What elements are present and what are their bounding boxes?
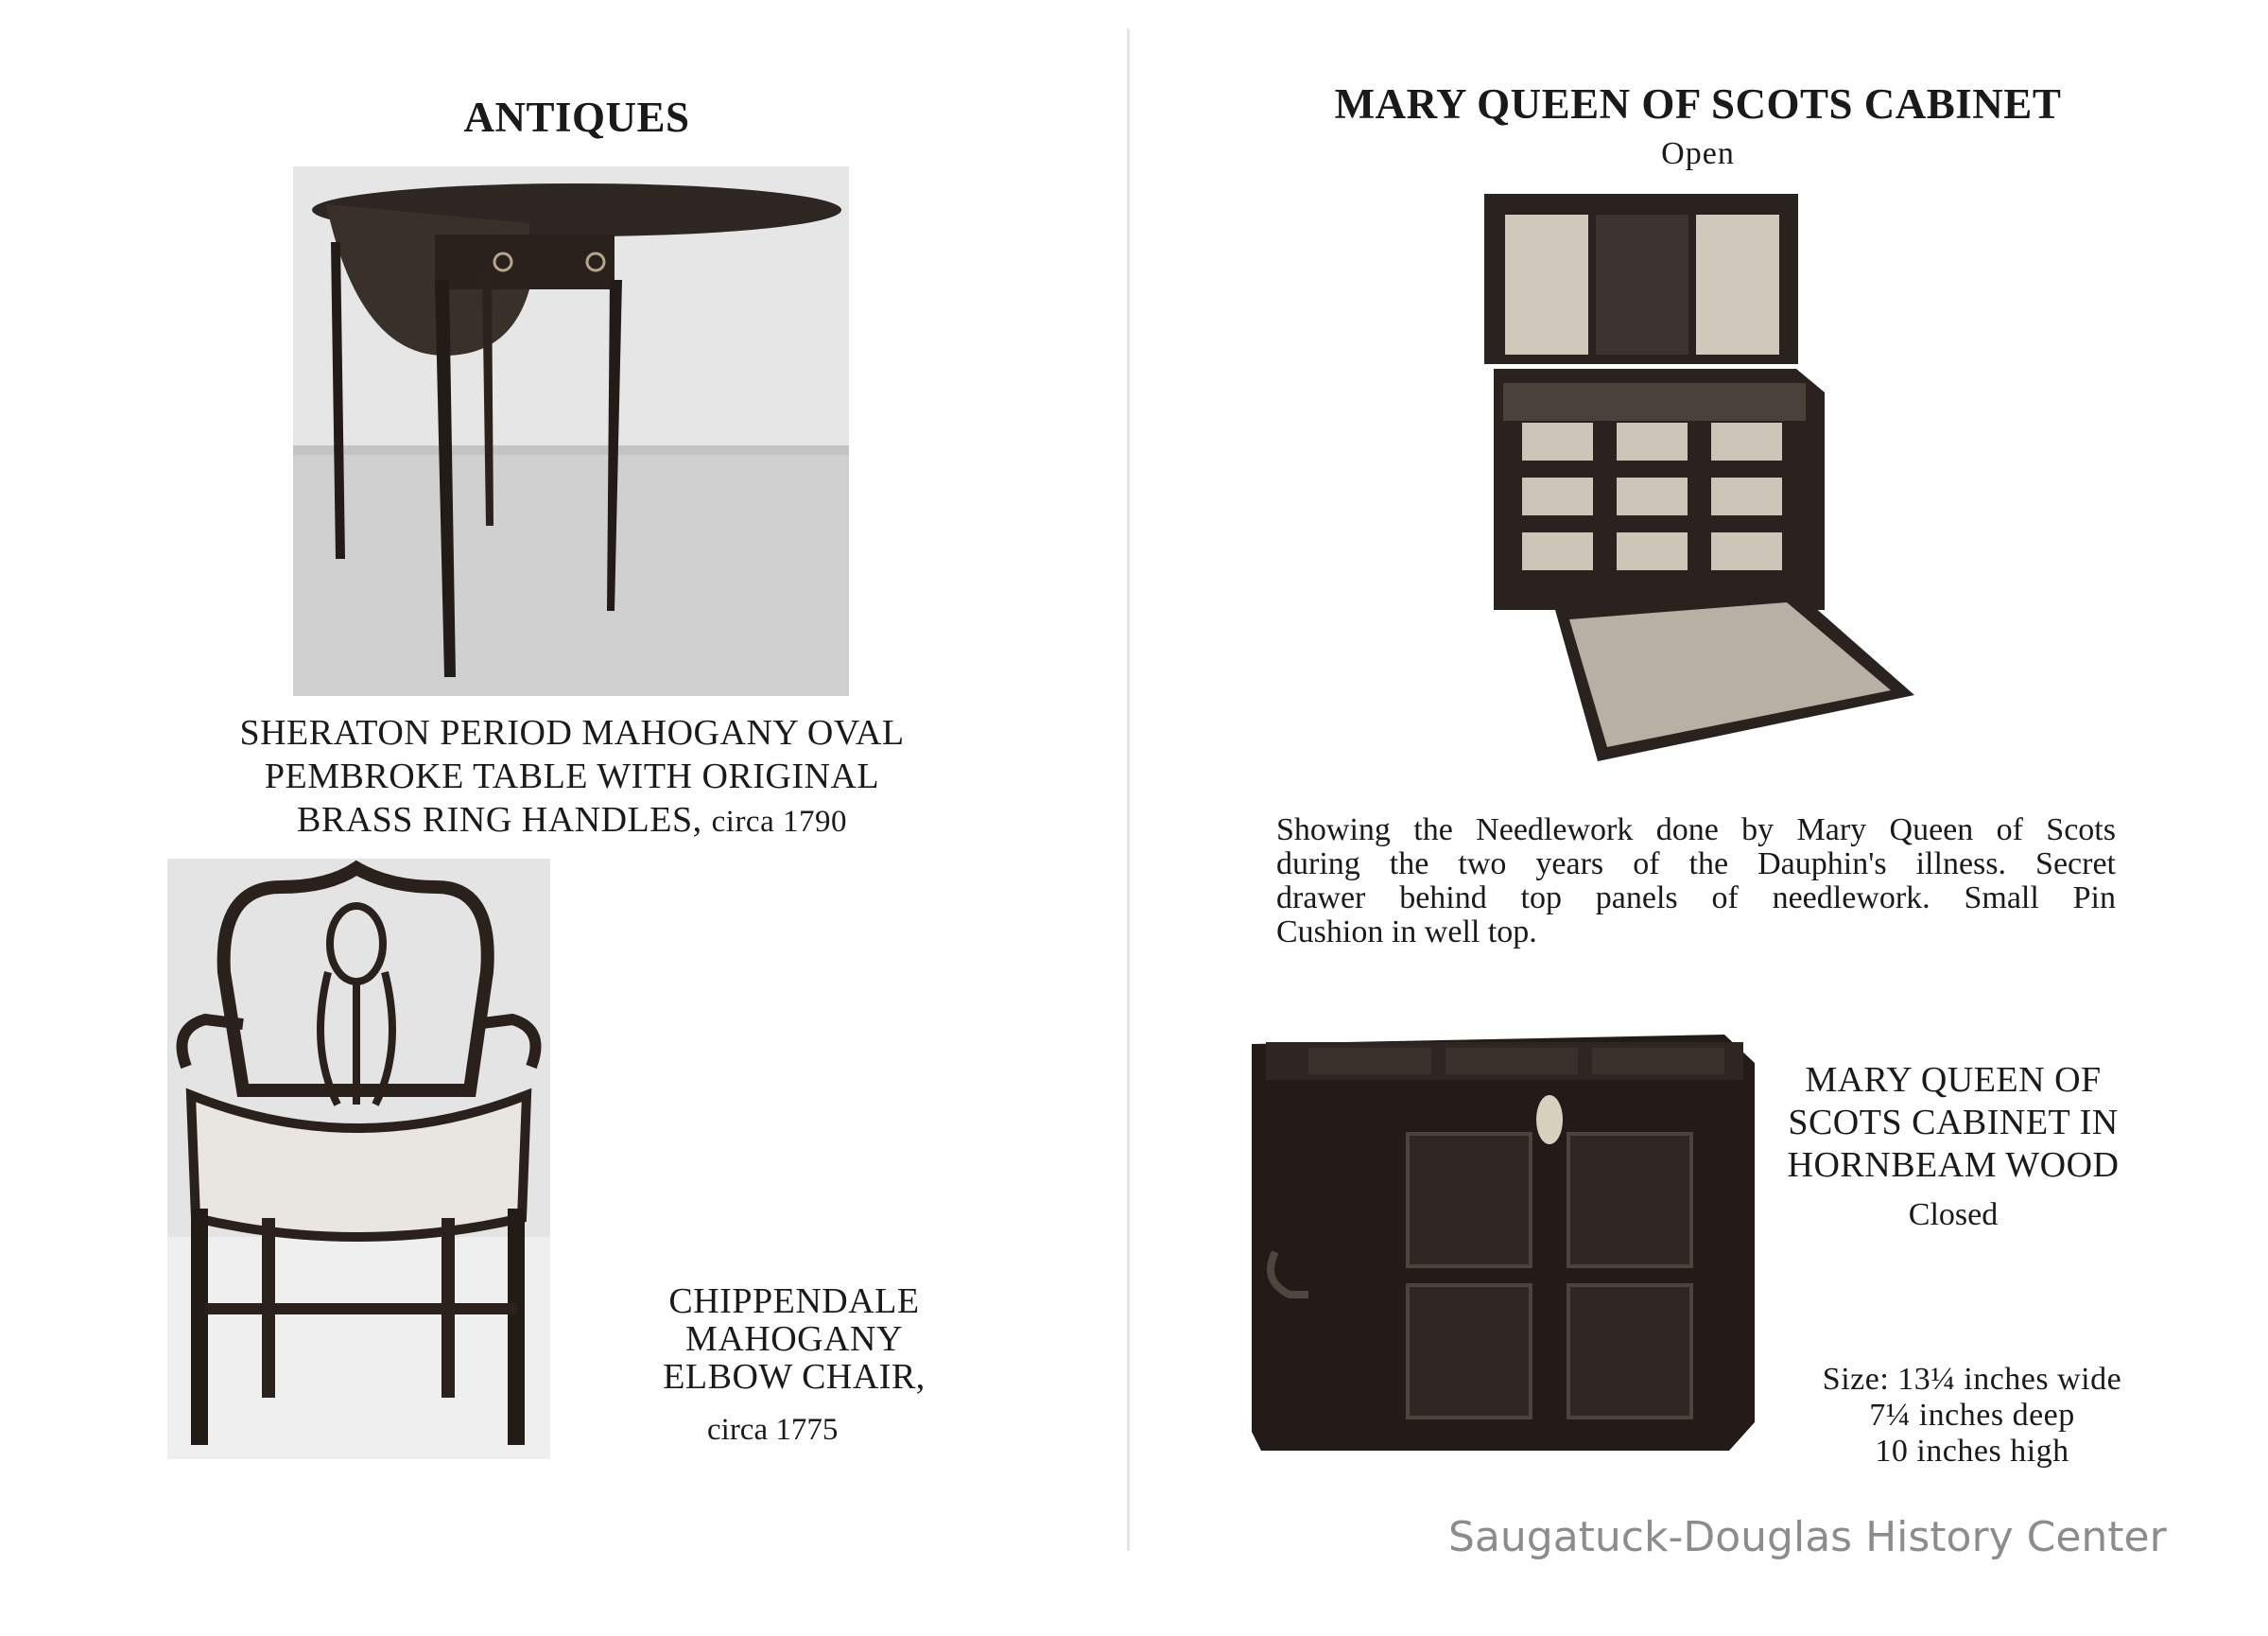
- cabinet-size: [1774, 1362, 2171, 1470]
- pembroke-table-photo: [293, 166, 849, 696]
- description-line2: during the two years of the Dauphin's illness. Secret: [1276, 846, 2116, 881]
- chair-caption-date: circa 1775: [707, 1413, 839, 1447]
- chair-caption-line3: ELBOW CHAIR,: [663, 1357, 926, 1397]
- right-page: [1131, 0, 2268, 1636]
- chair-caption: [624, 1282, 964, 1396]
- size-depth: 7¼ inches deep: [1869, 1398, 2075, 1433]
- closed-caption-line2: SCOTS CABINET IN: [1788, 1103, 2119, 1142]
- closed-caption-line3: HORNBEAM WOOD: [1787, 1145, 2120, 1185]
- description-line3: drawer behind top panels of needlework. Small Pin: [1276, 880, 2116, 915]
- open-cabinet-photo: [1484, 194, 1919, 771]
- size-width: Size: 13¼ inches wide: [1822, 1362, 2122, 1397]
- description-line1: Showing the Needlework done by Mary Queen of Scots: [1276, 812, 2116, 847]
- left-page: [0, 0, 1127, 1636]
- closed-caption-line1: MARY QUEEN OF: [1805, 1060, 2102, 1100]
- page-title-cabinet: MARY QUEEN OF SCOTS CABINET: [1334, 80, 2062, 128]
- page-fold: [1127, 28, 1130, 1551]
- table-caption-date: circa 1790: [711, 805, 847, 839]
- description-line4: Cushion in well top.: [1276, 914, 1537, 949]
- elbow-chair-photo: [167, 859, 550, 1459]
- closed-cabinet-state: Closed: [1908, 1197, 1999, 1232]
- watermark: Saugatuck-Douglas History Center: [1448, 1513, 2167, 1561]
- table-caption-line3: BRASS RING HANDLES,: [297, 800, 702, 840]
- page-title-antiques: ANTIQUES: [463, 94, 690, 141]
- cabinet-description: [1276, 813, 2116, 949]
- table-caption-line1: SHERATON PERIOD MAHOGANY OVAL: [239, 713, 905, 753]
- closed-cabinet-photo: [1252, 1035, 1755, 1451]
- table-caption-line2: PEMBROKE TABLE WITH ORIGINAL: [264, 757, 880, 796]
- chair-caption-line1: CHIPPENDALE: [668, 1281, 920, 1321]
- cabinet-open-subtitle: Open: [1661, 136, 1735, 171]
- size-height: 10 inches high: [1875, 1434, 2069, 1469]
- table-caption: [142, 711, 1002, 844]
- chair-caption-line2: MAHOGANY: [685, 1319, 903, 1359]
- closed-cabinet-caption: [1755, 1059, 2152, 1187]
